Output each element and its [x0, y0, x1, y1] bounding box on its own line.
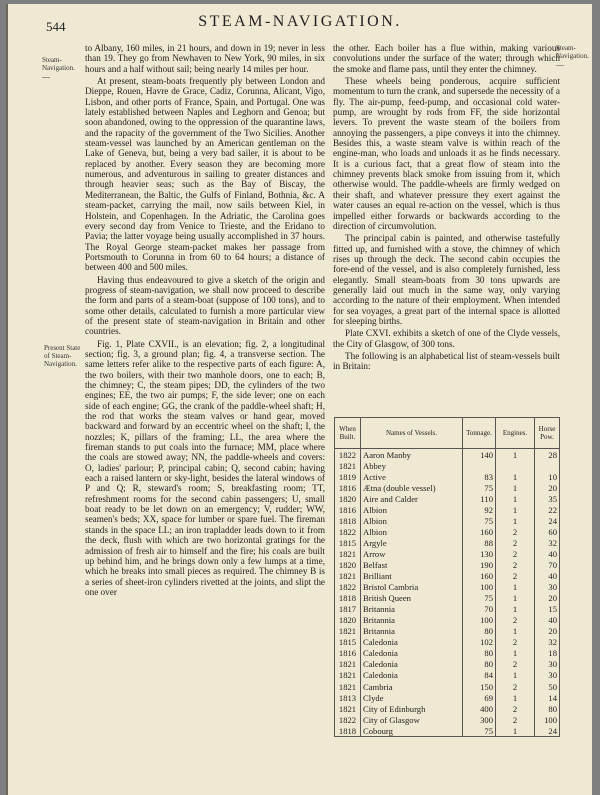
cell-vessel-name: Albion [361, 515, 463, 526]
cell-year: 1816 [335, 482, 361, 493]
cell-tonnage: 80 [463, 626, 496, 637]
margin-note-top-right [556, 44, 592, 66]
paragraph: The principal cabin is painted, and otherwise tastefully fitted up, and furnished with a stove, the chimney of which rises up through the deck. The second cabin occupies the fore-end of the vessel, and is also completely furnished, less elegantly. Small steam-boats from 30 tons upwards are generally laid out much in the same way, only varying according to the nature of their employment. When intended for sea voyages, a great part of the internal space is allotted for sleeping births. [333, 233, 560, 326]
table-row [335, 571, 560, 582]
cell-engines: 1 [496, 471, 535, 482]
cell-vessel-name: Abbey [361, 460, 463, 471]
cell-tonnage: 150 [463, 681, 496, 692]
cell-engines: 2 [496, 637, 535, 648]
table-row [335, 714, 560, 725]
cell-horse-power: 30 [535, 670, 560, 681]
margin-note-text: Steam-Navigation. [42, 56, 75, 72]
cell-horse-power [535, 460, 560, 471]
cell-horse-power: 20 [535, 626, 560, 637]
cell-year: 1821 [335, 659, 361, 670]
cell-horse-power: 60 [535, 526, 560, 537]
cell-engines: 2 [496, 703, 535, 714]
cell-engines: 1 [496, 515, 535, 526]
header-horse-power: Horse Pow. [535, 418, 560, 449]
cell-engines: 1 [496, 725, 535, 737]
table-row [335, 604, 560, 615]
cell-vessel-name: British Queen [361, 593, 463, 604]
table-row [335, 670, 560, 681]
table-row [335, 659, 560, 670]
cell-tonnage: 75 [463, 515, 496, 526]
cell-tonnage: 75 [463, 482, 496, 493]
cell-tonnage: 83 [463, 471, 496, 482]
table-row [335, 482, 560, 493]
cell-engines: 2 [496, 571, 535, 582]
table-row [335, 493, 560, 504]
cell-year: 1818 [335, 593, 361, 604]
cell-engines: 2 [496, 537, 535, 548]
cell-vessel-name: Arrow [361, 548, 463, 559]
cell-tonnage: 140 [463, 449, 496, 461]
cell-vessel-name: Britannia [361, 615, 463, 626]
cell-tonnage: 400 [463, 703, 496, 714]
cell-horse-power: 40 [535, 615, 560, 626]
cell-year: 1821 [335, 681, 361, 692]
table-row [335, 515, 560, 526]
cell-engines: 1 [496, 648, 535, 659]
right-text-column [333, 43, 560, 374]
cell-year: 1821 [335, 626, 361, 637]
cell-vessel-name: Caledonia [361, 648, 463, 659]
cell-horse-power: 10 [535, 471, 560, 482]
table-row [335, 471, 560, 482]
cell-horse-power: 32 [535, 537, 560, 548]
cell-horse-power: 100 [535, 714, 560, 725]
cell-vessel-name: Cambria [361, 681, 463, 692]
cell-engines: 1 [496, 449, 535, 461]
cell-year: 1815 [335, 537, 361, 548]
cell-tonnage: 75 [463, 593, 496, 604]
cell-horse-power: 30 [535, 659, 560, 670]
cell-engines: 2 [496, 659, 535, 670]
cell-engines: 2 [496, 681, 535, 692]
table-row [335, 648, 560, 659]
cell-horse-power: 24 [535, 725, 560, 737]
table-row [335, 703, 560, 714]
cell-vessel-name: City of Glasgow [361, 714, 463, 725]
header-engines: Engines. [496, 418, 535, 449]
cell-tonnage: 130 [463, 548, 496, 559]
cell-tonnage: 102 [463, 637, 496, 648]
cell-vessel-name: Albion [361, 504, 463, 515]
table-row [335, 460, 560, 471]
cell-vessel-name: Belfast [361, 559, 463, 570]
cell-year: 1818 [335, 515, 361, 526]
cell-horse-power: 40 [535, 548, 560, 559]
cell-year: 1820 [335, 493, 361, 504]
cell-horse-power: 15 [535, 604, 560, 615]
cell-tonnage: 80 [463, 659, 496, 670]
cell-tonnage: 88 [463, 537, 496, 548]
cell-horse-power: 50 [535, 681, 560, 692]
cell-vessel-name: Aaron Manby [361, 449, 463, 461]
cell-tonnage: 160 [463, 526, 496, 537]
cell-year: 1822 [335, 714, 361, 725]
table-row [335, 548, 560, 559]
cell-year: 1821 [335, 548, 361, 559]
cell-vessel-name: Bristol Cambria [361, 582, 463, 593]
paragraph: The following is an alphabetical list of steam-vessels built in Britain: [333, 350, 560, 372]
cell-vessel-name: Cobourg [361, 725, 463, 737]
table-row [335, 504, 560, 515]
paragraph: Plate CXVI. exhibits a sketch of one of the Clyde vessels, the City of Glasgow, of 300 tons. [333, 328, 560, 349]
cell-vessel-name: Clyde [361, 692, 463, 703]
cell-year: 1821 [335, 703, 361, 714]
cell-year: 1822 [335, 582, 361, 593]
cell-year: 1816 [335, 648, 361, 659]
table-row [335, 449, 560, 461]
margin-note-top-left [42, 56, 82, 78]
paragraph: Fig. 1, Plate CXVII., is an elevation; fig. 2, a longitudinal section; fig. 3, a ground plan; fig. 4, a transverse section. The same letters refer alike to the respective parts of each figure: A, the two boilers, with their two manhole doors, one to each; B, the chimney; C, the steam pipes; DD, the cylinders of the two engines; EE, the two air pumps; F, the side lever; one on each side of each engine; GG, the crank of the paddle-wheel shaft; H, the rod that works the steam valves or hand gear, moved backward and forward by an eccentric wheel on the shaft; I, the nozzles; K, pillars of the framing; LL, the area where the fireman stands to put coals into the furnace; MM, place where the coals are stowed away; NN, the paddle-wheels and covers: O, ladies' parlour; P, principal cabin; Q, second cabin; having each a raised lantern or sky-light, besides the lateral windows of P and Q; R, steward's room; S, breakfasting room; TT, refreshment rooms for the second cabin passengers; U, small boat ready to be let down on an emergency; V, rudder; WW, seamen's beds; XX, space for lumber or spare fuel. The fireman stands in the space LL; an iron trapladder leads down to it from the deck, flush with which are two horizontal gratings for the admission of fresh air to himself and the fire; his coals are built up behind him, and he brings down only a few lumps at a time, which he breaks into small pieces as required. The chimney B is a series of sheet-iron cylinders rivetted at the joints, and slipt the one over [85, 338, 325, 597]
cell-year: 1821 [335, 571, 361, 582]
header-tonnage: Tonnage. [463, 418, 496, 449]
cell-tonnage: 110 [463, 493, 496, 504]
cell-vessel-name: Caledonia [361, 670, 463, 681]
cell-tonnage: 70 [463, 604, 496, 615]
cell-tonnage [463, 460, 496, 471]
table-row [335, 681, 560, 692]
cell-engines: 1 [496, 582, 535, 593]
cell-horse-power: 20 [535, 593, 560, 604]
cell-engines: 2 [496, 559, 535, 570]
header-when-built: When Built. [335, 418, 361, 449]
cell-year: 1819 [335, 471, 361, 482]
cell-tonnage: 80 [463, 648, 496, 659]
table-row [335, 637, 560, 648]
margin-note-text: Steam-Navigation. [556, 44, 589, 60]
left-text-column [85, 43, 325, 599]
cell-vessel-name: City of Edinburgh [361, 703, 463, 714]
cell-engines: 2 [496, 615, 535, 626]
table-header-row [335, 418, 560, 449]
table-row [335, 626, 560, 637]
table-row [335, 559, 560, 570]
cell-year: 1816 [335, 504, 361, 515]
cell-horse-power: 22 [535, 504, 560, 515]
cell-vessel-name: Argyle [361, 537, 463, 548]
paragraph: These wheels being ponderous, acquire sufficient momentum to turn the crank, and supersede the necessity of a fly. The air-pump, feed-pump, and occasional cold water-pump, are wrought by rods from FF, the side horizontal levers. To prevent the waste steam of the boilers from annoying the passengers, a pipe conveys it into the chimney. Besides this, a waste steam valve is within reach of the engine-man, who loads and unloads it as he finds necessary. It is a curious fact, that a great flow of steam into the chimney prevents black smoke from issuing from it, which otherwise would. The paddle-wheels are firmly wedged on their shaft, and whatever pressure they exert against the water causes an equal re-action on the vessel, which is thus impelled either forwards or backwards according to the direction of circumvolution. [333, 76, 560, 231]
table-row [335, 692, 560, 703]
cell-tonnage: 190 [463, 559, 496, 570]
cell-year: 1821 [335, 460, 361, 471]
cell-vessel-name: Albion [361, 526, 463, 537]
cell-engines: 1 [496, 604, 535, 615]
cell-vessel-name: Britannia [361, 626, 463, 637]
table-row [335, 593, 560, 604]
cell-horse-power: 24 [535, 515, 560, 526]
cell-horse-power: 28 [535, 449, 560, 461]
cell-horse-power: 32 [535, 637, 560, 648]
cell-vessel-name: Active [361, 471, 463, 482]
cell-tonnage: 160 [463, 571, 496, 582]
cell-horse-power: 70 [535, 559, 560, 570]
cell-tonnage: 300 [463, 714, 496, 725]
paragraph: At present, steam-boats frequently ply between London and Dieppe, Rouen, Havre de Grace, Cadiz, Corunna, Alicant, Vigo, Lisbon, and other ports of France, Spain, and Portugal. One was lately established between Naples and Leghorn and Genoa; but soon abandoned, owing to the oppression of the quarantine laws, and the rapacity of the government of the Two Sicilies. Another steam-vessel was launched by an American gentleman on the Lake of Geneva, but, being a very bad sailer, it is about to be replaced by another. Every season they are becoming more numerous, and adventurous in sailing to greater distances and through heavier seas; such as the Bay of Biscay, the Mediterranean, the Baltic, the Gulfs of Finland, Bothnia, &c. A steam-packet, carrying the mail, now sails between Kiel, in Holstein, and Copenhagen. In the Adriatic, the Carolina goes every second day from Venice to Trieste, and the Eridano to Pavia; the latter voyage being usually accomplished in 37 hours. The Royal George steam-packet makes her passage from Portsmouth to Corunna in from 60 to 64 hours; a distance of between 400 and 500 miles. [85, 76, 325, 273]
cell-year: 1821 [335, 670, 361, 681]
paragraph: Having thus endeavoured to give a sketch of the origin and progress of steam-navigation, we shall now proceed to describe the form and parts of a steam-boat (suppose of 100 tons), and to some other details, calculated to furnish a more particular view of the present state of steam-navigation in Britain and other countries. [85, 274, 325, 337]
cell-horse-power: 18 [535, 648, 560, 659]
table-row [335, 615, 560, 626]
cell-engines: 1 [496, 593, 535, 604]
cell-vessel-name: Aire and Calder [361, 493, 463, 504]
cell-year: 1817 [335, 604, 361, 615]
cell-vessel-name: Brilliant [361, 571, 463, 582]
cell-engines: 1 [496, 493, 535, 504]
cell-engines: 2 [496, 714, 535, 725]
header-vessel-name: Names of Vessels. [361, 418, 463, 449]
flourish-ornament: ﹏ [42, 70, 50, 79]
paragraph: the other. Each boiler has a flue within, making various convolutions under the surface of the water; through which the smoke and flame pass, until they enter the chimney. [333, 43, 560, 74]
cell-engines: 1 [496, 626, 535, 637]
cell-year: 1820 [335, 615, 361, 626]
cell-engines [496, 460, 535, 471]
cell-vessel-name: Caledonia [361, 637, 463, 648]
running-title: STEAM-NAVIGATION. [198, 13, 402, 30]
cell-year: 1818 [335, 725, 361, 737]
cell-year: 1822 [335, 449, 361, 461]
cell-year: 1820 [335, 559, 361, 570]
cell-engines: 1 [496, 482, 535, 493]
cell-vessel-name: Ætna (double vessel) [361, 482, 463, 493]
cell-tonnage: 100 [463, 582, 496, 593]
cell-engines: 1 [496, 504, 535, 515]
cell-tonnage: 75 [463, 725, 496, 737]
table-row [335, 537, 560, 548]
cell-year: 1813 [335, 692, 361, 703]
cell-engines: 1 [496, 692, 535, 703]
cell-engines: 1 [496, 670, 535, 681]
cell-horse-power: 40 [535, 571, 560, 582]
table-row [335, 582, 560, 593]
flourish-ornament: ﹏ [556, 58, 564, 67]
cell-vessel-name: Britannia [361, 604, 463, 615]
table-row [335, 725, 560, 737]
cell-tonnage: 92 [463, 504, 496, 515]
cell-engines: 2 [496, 548, 535, 559]
cell-horse-power: 30 [535, 582, 560, 593]
cell-tonnage: 84 [463, 670, 496, 681]
cell-horse-power: 14 [535, 692, 560, 703]
cell-year: 1815 [335, 637, 361, 648]
margin-note-mid-left: Present State of Steam-Navigation. [44, 344, 81, 368]
cell-engines: 2 [496, 526, 535, 537]
steam-vessel-table [334, 417, 560, 737]
cell-horse-power: 20 [535, 482, 560, 493]
cell-tonnage: 100 [463, 615, 496, 626]
paragraph: to Albany, 160 miles, in 21 hours, and down in 19; never in less than 19. They go from Newhaven to New York, 90 miles, in six hours and a half without sail; being nearly 14 miles per hour. [85, 43, 325, 74]
page-number: 544 [46, 19, 66, 34]
cell-vessel-name: Caledonia [361, 659, 463, 670]
cell-year: 1822 [335, 526, 361, 537]
table-row [335, 526, 560, 537]
cell-horse-power: 35 [535, 493, 560, 504]
cell-tonnage: 69 [463, 692, 496, 703]
cell-horse-power: 80 [535, 703, 560, 714]
